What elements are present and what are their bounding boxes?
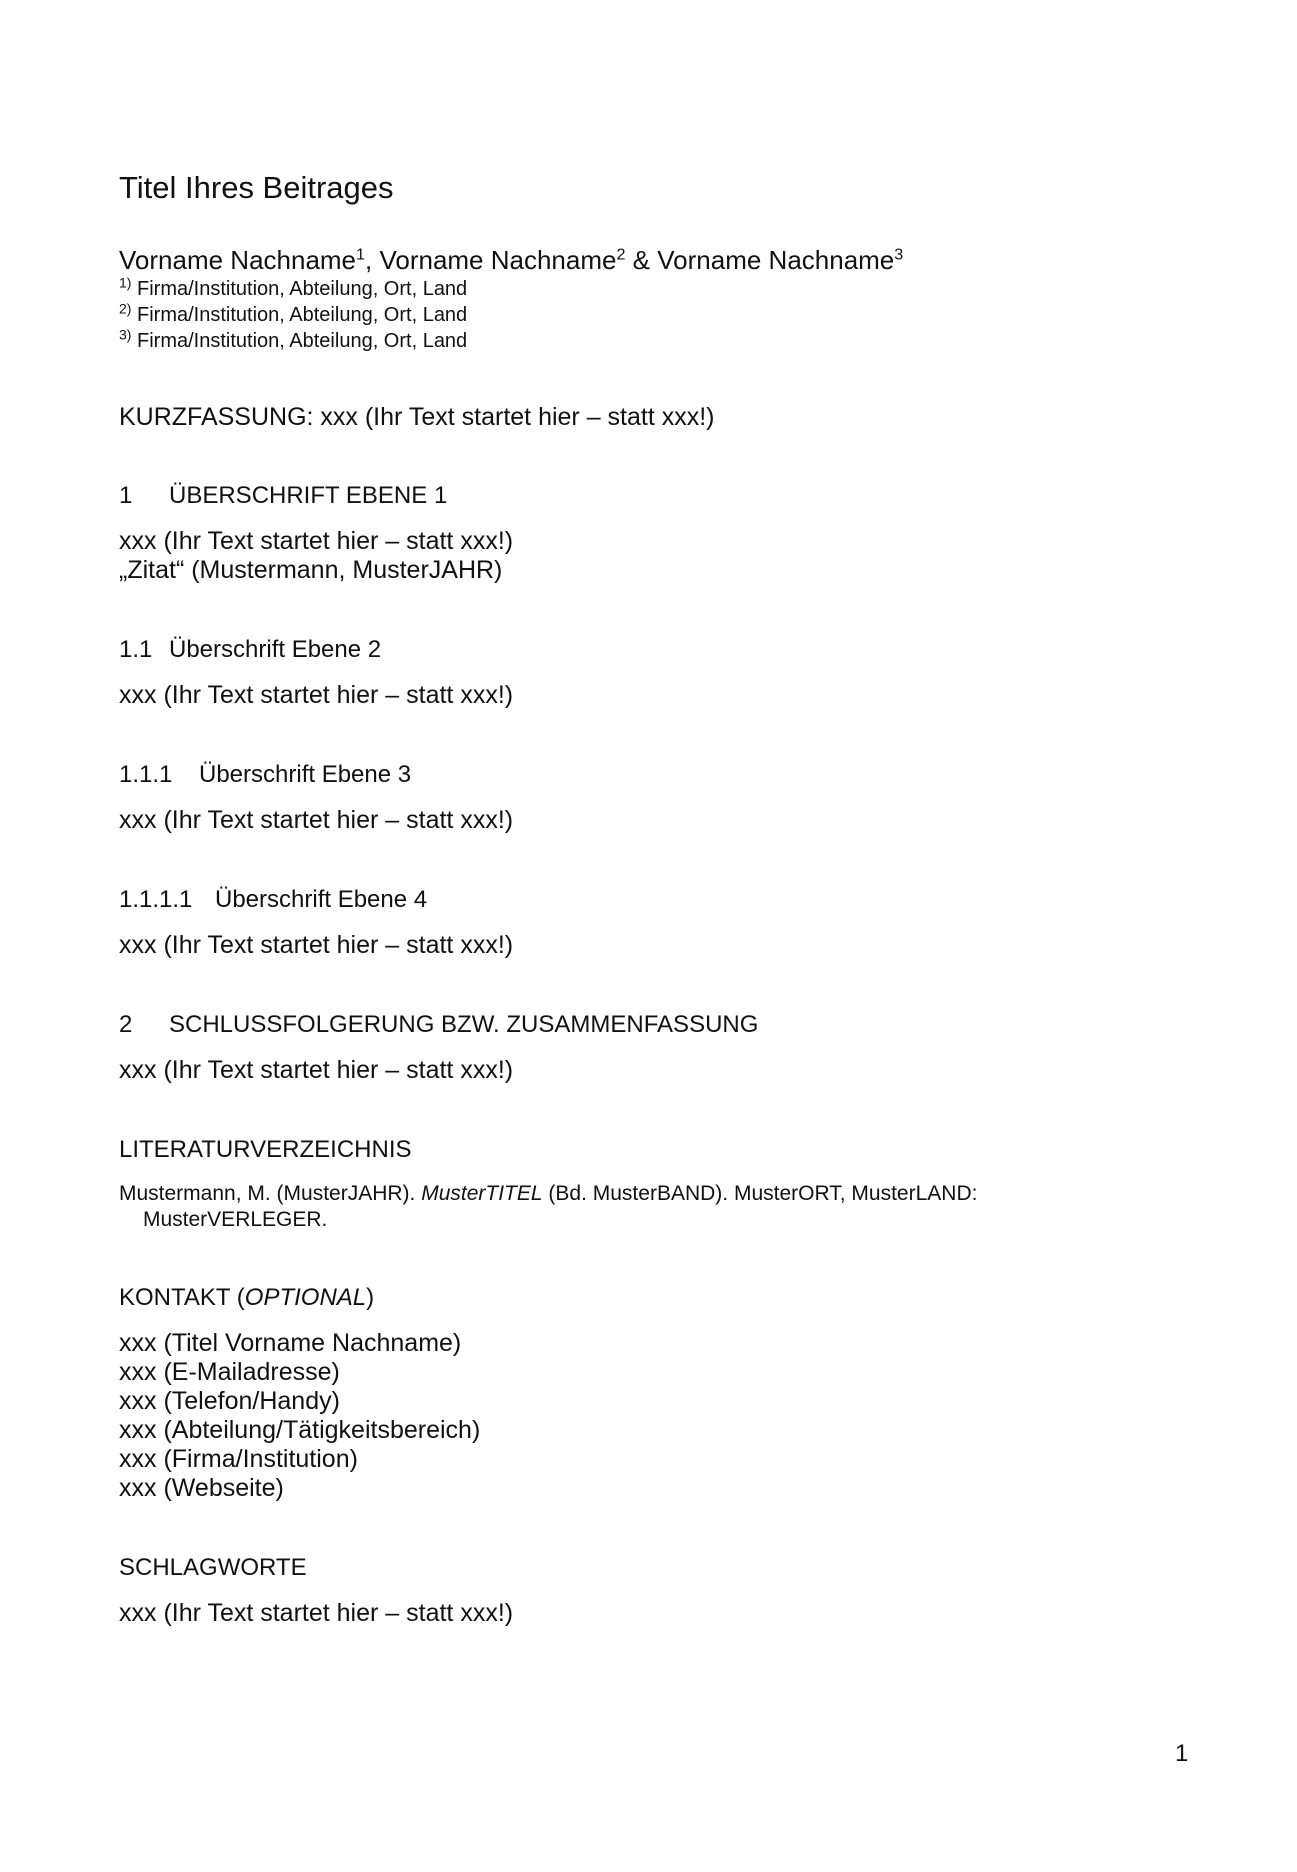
heading-level-4 [119, 885, 427, 915]
literature-entry-continuation: MusterVERLEGER. [143, 1208, 328, 1231]
contact-heading-optional: OPTIONAL [244, 1284, 367, 1311]
contact-heading-text: ) [366, 1284, 375, 1311]
body-paragraph: xxx (Ihr Text startet hier – statt xxx!) [119, 681, 514, 709]
page-number: 1 [1175, 1740, 1189, 1767]
contact-list [119, 1329, 480, 1503]
body-paragraph: xxx (Ihr Text startet hier – statt xxx!) [119, 931, 514, 959]
heading-text: ÜBERSCHRIFT EBENE 1 [169, 482, 448, 509]
quote-paragraph: „Zitat“ (Mustermann, MusterJAHR) [119, 556, 503, 584]
author-superscript: 3 [894, 245, 904, 264]
affiliation [119, 276, 467, 302]
affiliation [119, 302, 467, 328]
affiliation-mark: 1) [119, 274, 132, 291]
section-body [119, 527, 513, 585]
affiliation-mark: 2) [119, 300, 132, 317]
affiliation-text: Firma/Institution, Abteilung, Ort, Land [137, 304, 468, 326]
heading-text: Überschrift Ebene 3 [199, 761, 412, 788]
author-name: Vorname Nachname [379, 245, 617, 275]
heading-number: 2 [119, 1011, 133, 1038]
author-name: Vorname Nachname [657, 245, 895, 275]
body-paragraph: xxx (Ihr Text startet hier – statt xxx!) [119, 806, 514, 834]
contact-line: xxx (Titel Vorname Nachname) [119, 1329, 462, 1357]
literature-entry-text: (Bd. MusterBAND). MusterORT, MusterLAND: [542, 1182, 978, 1205]
author-name: Vorname Nachname [119, 245, 357, 275]
contact-line: xxx (Telefon/Handy) [119, 1387, 340, 1415]
author-separator: & [625, 245, 658, 275]
heading-level-2 [119, 635, 381, 665]
body-paragraph: xxx (Ihr Text startet hier – statt xxx!) [119, 1056, 514, 1084]
contact-line: xxx (Abteilung/Tätigkeitsbereich) [119, 1416, 481, 1444]
abstract: KURZFASSUNG: xxx (Ihr Text startet hier – statt xxx!) [119, 403, 715, 431]
body-paragraph: xxx (Ihr Text startet hier – statt xxx!) [119, 527, 514, 555]
contact-heading-text: KONTAKT ( [119, 1284, 245, 1311]
heading-number: 1.1.1.1 [119, 886, 193, 913]
heading-number: 1 [119, 482, 133, 509]
literature-heading: LITERATURVERZEICHNIS [119, 1136, 412, 1163]
author-separator: , [365, 245, 380, 275]
literature-entry-title: MusterTITEL [421, 1182, 543, 1205]
affiliation-text: Firma/Institution, Abteilung, Ort, Land [137, 330, 468, 352]
affiliation-mark: 3) [119, 326, 132, 343]
heading-text: SCHLUSSFOLGERUNG BZW. ZUSAMMENFASSUNG [169, 1011, 759, 1038]
affiliation-text: Firma/Institution, Abteilung, Ort, Land [137, 278, 468, 300]
author-superscript: 2 [616, 245, 626, 264]
heading-text: Überschrift Ebene 2 [169, 636, 382, 663]
author-line [119, 243, 903, 277]
contact-line: xxx (Firma/Institution) [119, 1445, 358, 1473]
contact-line: xxx (Webseite) [119, 1474, 284, 1502]
contact-line: xxx (E-Mailadresse) [119, 1358, 340, 1386]
keywords-text: xxx (Ihr Text startet hier – statt xxx!) [119, 1599, 514, 1627]
keywords-heading: SCHLAGWORTE [119, 1554, 307, 1581]
literature-entry [119, 1181, 977, 1233]
literature-entry-text: Mustermann, M. (MusterJAHR). [119, 1182, 422, 1205]
heading-level-1 [119, 481, 447, 511]
heading-level-1 [119, 1010, 758, 1040]
heading-text: Überschrift Ebene 4 [215, 886, 428, 913]
heading-level-3 [119, 760, 411, 790]
heading-number: 1.1.1 [119, 761, 173, 788]
heading-number: 1.1 [119, 636, 153, 663]
contact-heading [119, 1283, 374, 1313]
affiliation [119, 328, 467, 354]
author-superscript: 1 [356, 245, 365, 264]
document-title: Titel Ihres Beitrages [119, 170, 394, 205]
